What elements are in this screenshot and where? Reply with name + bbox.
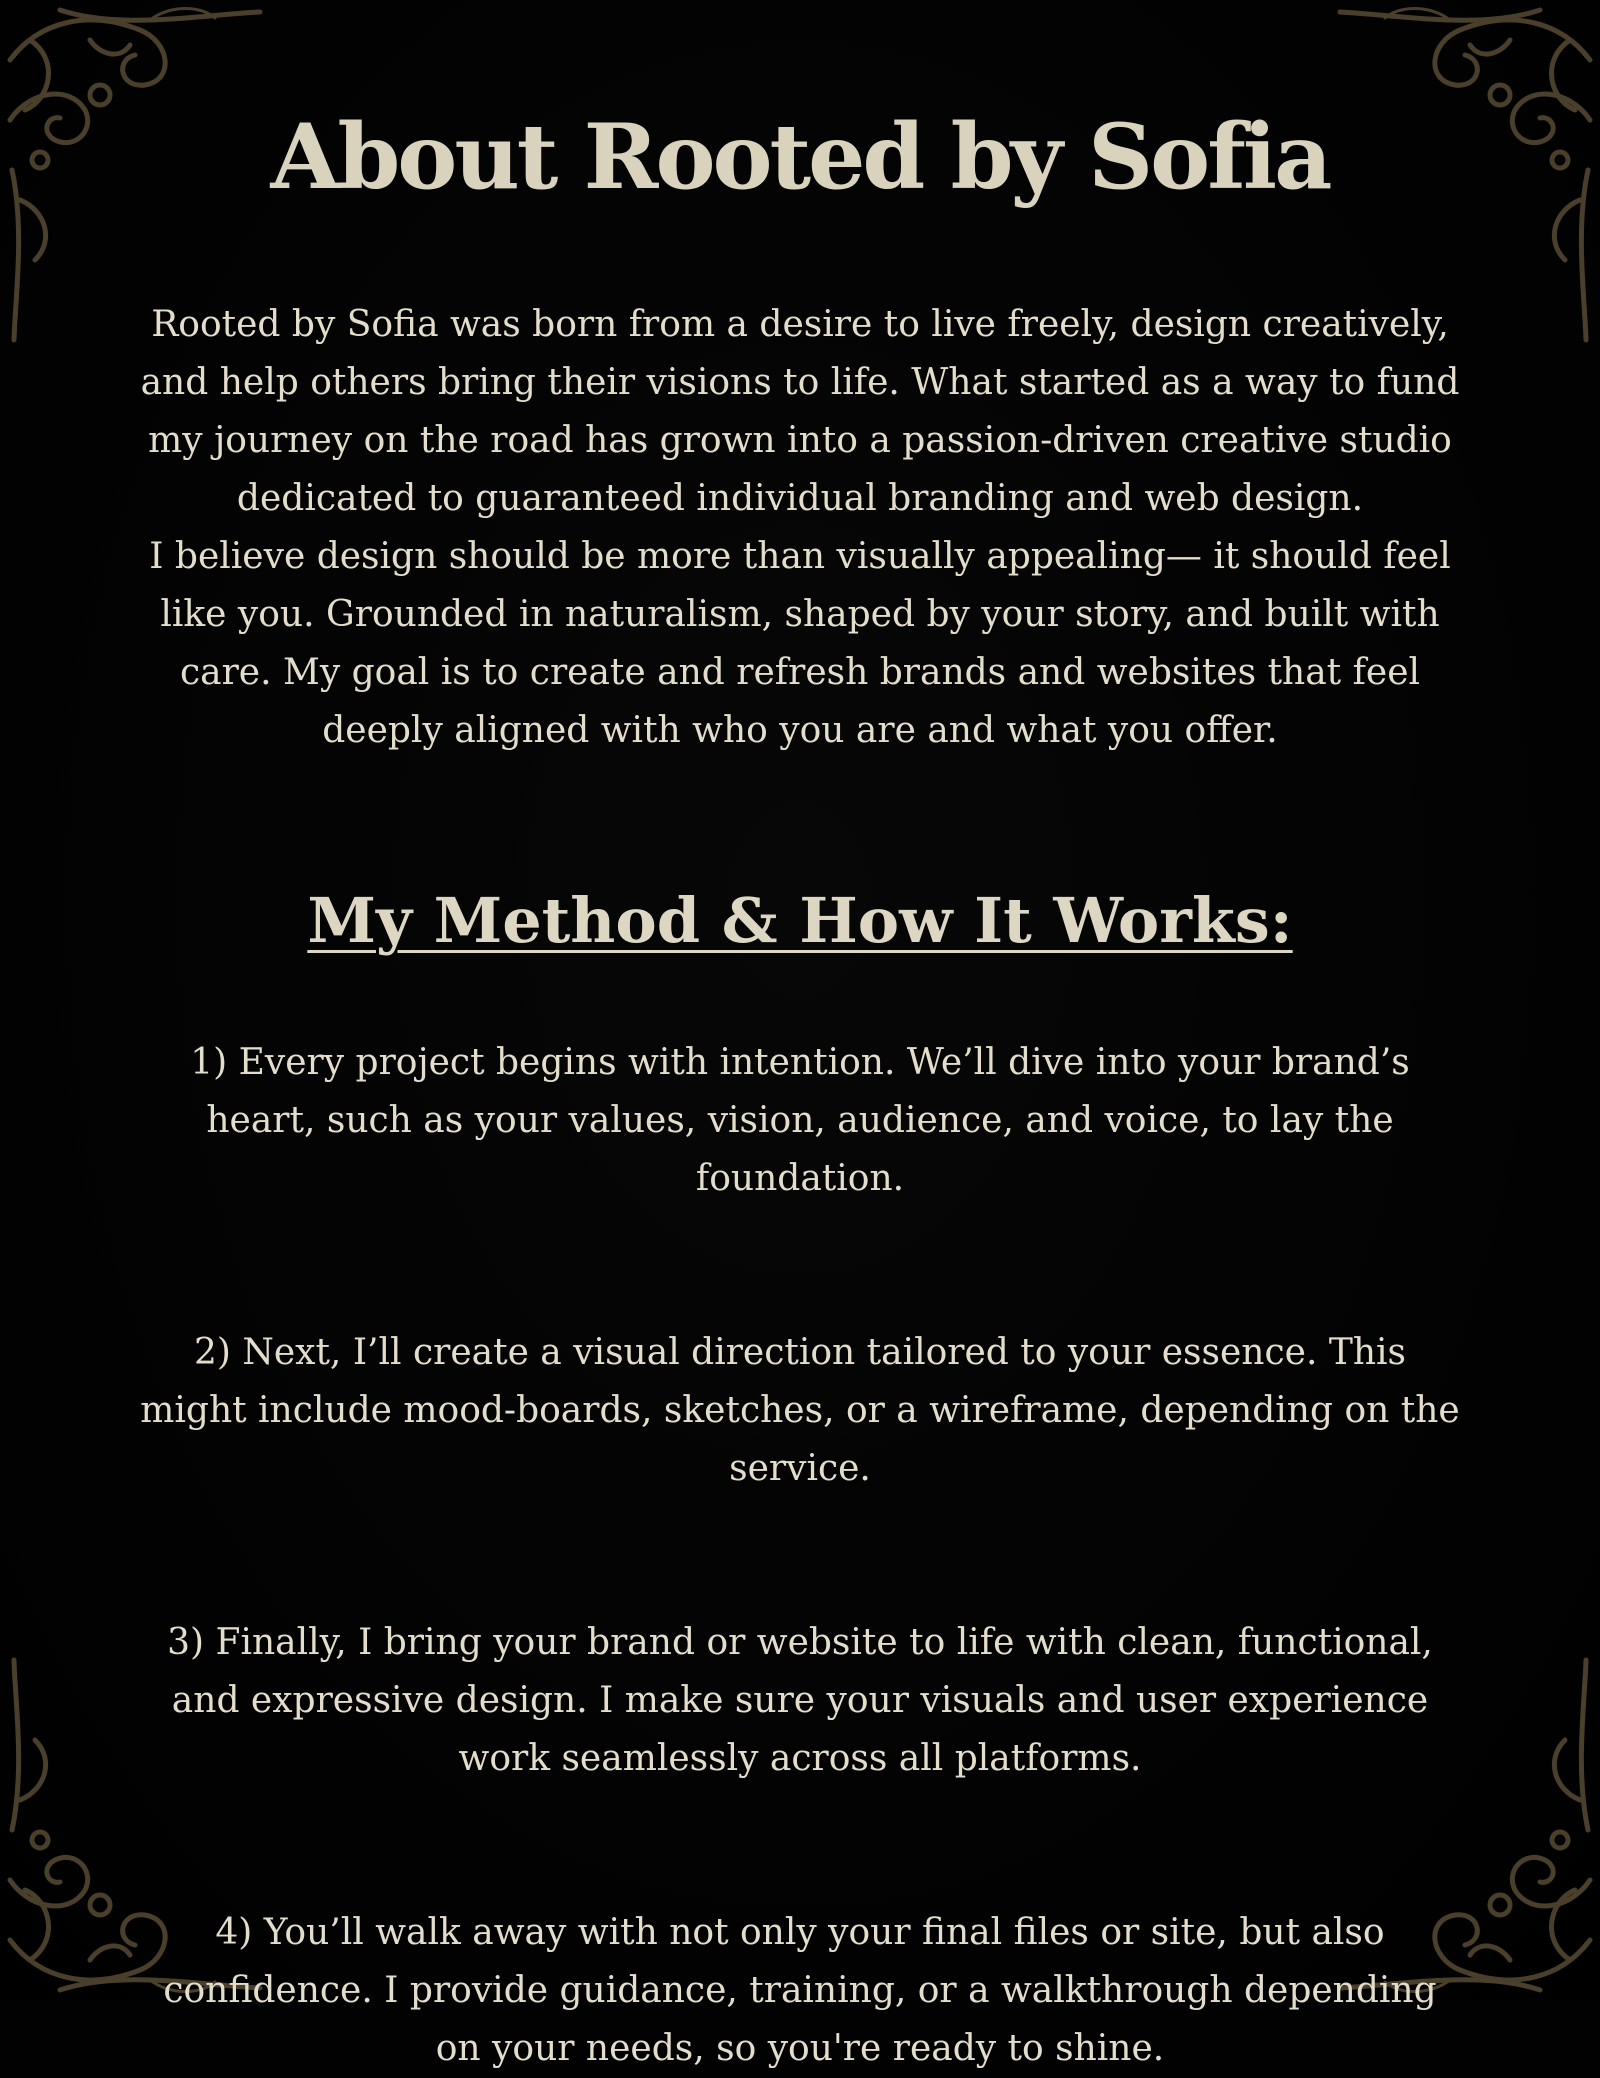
method-step: 1) Every project begins with intention. We’ll dive into your brand’s heart, such as your values, vision, audience, and voice, to lay the foundation.: [190, 1042, 1410, 1199]
method-step: 3) Finally, I bring your brand or website to life with clean, functional, and expressive design. I make sure your visuals and user experience work seamlessly across all platforms.: [167, 1622, 1433, 1779]
intro-paragraph: Rooted by Sofia was born from a desire to live freely, design creatively, and help others bring their visions to life. What started as a way to fund my journey on the road has grown into a passion-driven creative studio dedicated to guaranteed individual branding and web design.: [140, 304, 1460, 519]
method-steps: [140, 1034, 1460, 2078]
method-heading: My Method & How It Works:: [307, 884, 1293, 957]
intro-paragraph: I believe design should be more than visually appealing— it should feel like you. Grounded in naturalism, shaped by your story, and built with care. My goal is to create and refresh brands and websites that feel deeply aligned with who you are and what you offer.: [149, 536, 1451, 751]
page-title: About Rooted by Sofia: [270, 104, 1330, 210]
intro-section: [140, 296, 1460, 760]
method-step: 4) You’ll walk away with not only your final files or site, but also confidence. I provide guidance, training, or a walkthrough depending on your needs, so you're ready to shine.: [163, 1912, 1437, 2069]
method-step: 2) Next, I’ll create a visual direction tailored to your essence. This might include mood-boards, sketches, or a wireframe, depending on the service.: [140, 1332, 1460, 1489]
